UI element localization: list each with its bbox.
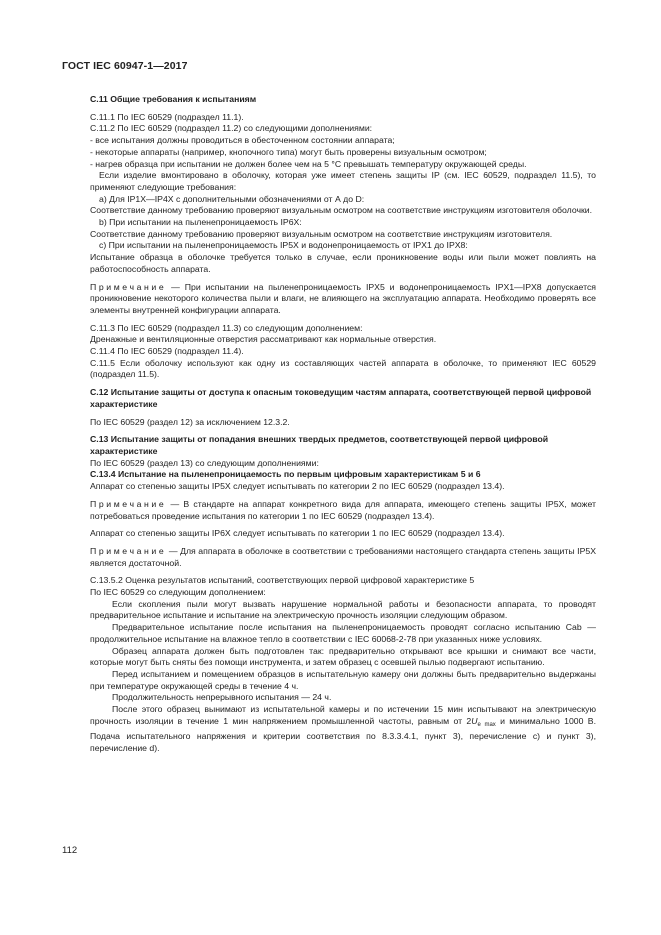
note (90, 499, 596, 522)
section-title-c11: C.11 Общие требования к испытаниям (90, 94, 257, 104)
note-label: Примечание (90, 545, 167, 556)
subscript: e max (477, 721, 496, 728)
text-run: и минимально 1000 В. Подача испытательного напряжения и критерии соответствия по 8.3.3.4.1, пункт 3), перечисление с) и пункт 3), перечисление d). (90, 715, 597, 754)
paragraph: Испытание образца в оболочке требуется только в случае, если проникновение воды или пыли может повлиять на работоспособность аппарата. (90, 252, 596, 274)
section-title-c13: С.13 Испытание защиты от попадания внешних твердых предметов, соответствующей первой цифровой характеристике (90, 434, 549, 456)
clause-c11-5: С.11.5 Если оболочку используют как одну из составляющих частей аппарата в оболочке, то применяют IEC 60529 (подраздел 11.5). (90, 357, 596, 380)
note-text: — Для аппарата в оболочке в соответствии с требованиями настоящего стандарта степень защиты IP5X является достаточной. (90, 545, 596, 568)
paragraph: Образец аппарата должен быть подготовлен так: предварительно открывают все крышки и снимают все части, которые могут быть сняты без помощи инструмента, и затем образец с осевшей пылью подвергают испытанию. (90, 645, 596, 668)
text-run: После этого образец вынимают из испытательной камеры и по истечении 15 мин испытывают на электрическую прочность изоляции в течение 1 мин напряжением промышленной частоты, равным от 2 (90, 704, 596, 726)
paragraph: Продолжительность непрерывного испытания — 24 ч. (112, 692, 332, 703)
paragraph: Перед испытанием и помещением образцов в испытательную камеру они должны быть предварительно выдержаны при температуре окружающей среды в течение 4 ч. (90, 668, 596, 691)
document-header: ГОСТ IEC 60947-1—2017 (62, 60, 188, 72)
paragraph: Если скопления пыли могут вызвать нарушение нормальной работы и безопасности аппарата, то проводят предварительное испытание и испытание на электрическую прочность изоляции следующим образом. (90, 598, 596, 621)
paragraph: Аппарат со степенью защиты IP5X следует испытывать по категории 2 по IEC 60529 (подраздел 13.4). (90, 481, 505, 492)
clause-c11-4: С.11.4 По IEC 60529 (подраздел 11.4). (90, 346, 244, 357)
list-item-b: b) При испытании на пыленепроницаемость IP6X: (99, 217, 302, 228)
paragraph: По IEC 60529 (раздел 13) со следующим дополнениями: (90, 457, 319, 468)
note-label: Примечание (90, 498, 167, 509)
subsection-title-c13-4: С.13.4 Испытание на пыленепроницаемость по первым цифровым характеристикам 5 и 6 (90, 469, 481, 480)
list-item-c: c) При испытании на пыленепроницаемость IP5X и водонепроницаемость от IPX1 до IPX8: (99, 240, 468, 251)
paragraph: По IEC 60529 (раздел 12) за исключением 12.3.2. (90, 416, 290, 427)
clause-c11-1: С.11.1 По IEC 60529 (подраздел 11.1). (90, 111, 244, 122)
paragraph: По IEC 60529 со следующим дополнением: (90, 587, 266, 598)
note (90, 546, 596, 569)
paragraph: Если изделие вмонтировано в оболочку, которая уже имеет степень защиты IP (см. IEC 60529, подраздел 11.5), то применяют следующие требования: (90, 170, 596, 192)
dash-item: - некоторые аппараты (например, кнопочного типа) могут быть проверены визуальным осмотром; (90, 146, 487, 157)
note-label: Примечание (90, 281, 167, 292)
paragraph: Дренажные и вентиляционные отверстия рассматривают как нормальные отверстия. (90, 334, 437, 345)
clause-c11-2: С.11.2 По IEC 60529 (подраздел 11.2) со следующими дополнениями: (90, 123, 373, 134)
paragraph: Соответствие данному требованию проверяют визуальным осмотром на соответствие инструкциям изготовителя оболочки. (90, 205, 593, 216)
paragraph: Аппарат со степенью защиты IP6X следует испытывать по категории 1 по IEC 60529 (подраздел 13.4). (90, 528, 505, 539)
paragraph: Предварительное испытание после испытания на пыленепроницаемость проводят согласно испытанию Cab — продолжительное испытание на влажное тепло в соответствии с IEC 60068-2-78 при указанных ниже условиях. (90, 622, 596, 644)
list-item-a: a) Для IP1X—IP4X с дополнительными обозначениями от А до D: (99, 193, 365, 204)
note (90, 282, 596, 317)
paragraph: Соответствие данному требованию проверяют визуальным осмотром на соответствие инструкциям изготовителя. (90, 228, 553, 239)
paragraph (90, 704, 596, 755)
clause-c11-3: С.11.3 По IEC 60529 (подраздел 11.3) со следующим дополнением: (90, 322, 363, 333)
note-text: — При испытании на пыленепроницаемость IPX5 и водонепроницаемость IPX1—IPX8 допускается проникновение некоторого количества пыли и влаги, не влияющего на эксплуатацию аппарата. Необходимо проверять все элементы внутренней конфигурации аппарата. (90, 281, 596, 315)
section-title-c12: С.12 Испытание защиты от доступа к опасным токоведущим частям аппарата, соответствующей первой цифровой характеристике (90, 387, 592, 409)
note-text: — В стандарте на аппарат конкретного вида для аппарата, имеющего степень защиты IP5X, может потребоваться проведение испытания по категории 1 по IEC 60529 (подраздел 13.4). (90, 498, 596, 521)
clause-c13-5-2: С.13.5.2 Оценка результатов испытаний, соответствующих первой цифровой характеристике 5 (90, 575, 475, 586)
symbol-u: U (471, 715, 478, 726)
document-body (90, 94, 596, 755)
dash-item: - нагрев образца при испытании не должен более чем на 5 °С превышать температуру окружающей среды. (90, 158, 527, 169)
page-number: 112 (62, 845, 78, 856)
dash-item: - все испытания должны проводиться в обесточенном состоянии аппарата; (90, 135, 395, 146)
